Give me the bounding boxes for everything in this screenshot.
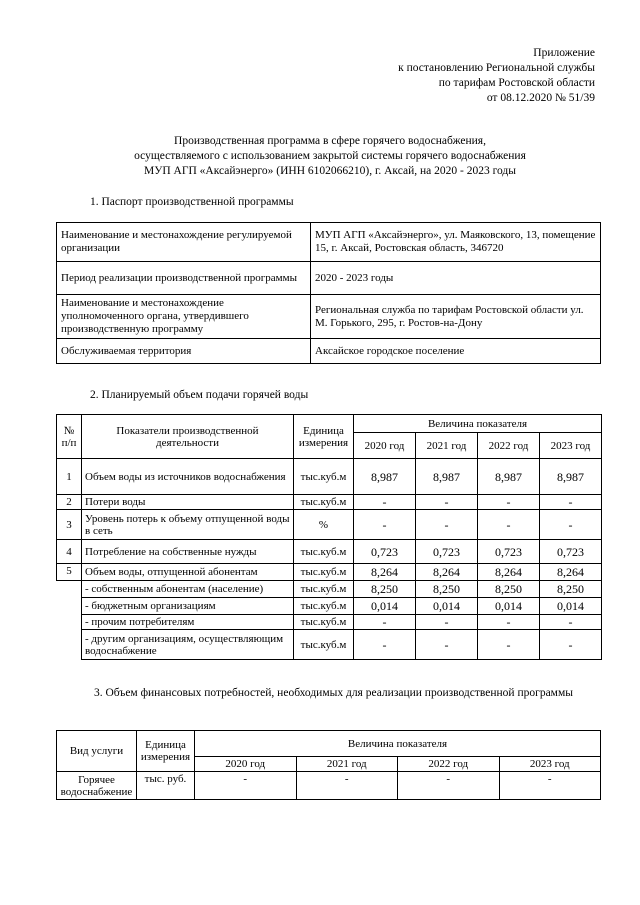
row-num: 4: [57, 540, 82, 564]
row-unit: тыс.куб.м: [294, 581, 354, 598]
appendix-line: по тарифам Ростовской области: [438, 77, 595, 89]
row-value: 0,014: [354, 598, 416, 615]
passport-label: Период реализации производственной программы: [57, 262, 311, 295]
header-value: Величина показателя: [195, 731, 601, 757]
row-value: -: [478, 510, 540, 540]
row-value: 8,250: [416, 581, 478, 598]
row-name: - бюджетным организациям: [82, 598, 294, 615]
row-value: -: [398, 772, 500, 800]
water-supply-table: [56, 414, 602, 660]
section-1-heading: 1. Паспорт производственной программы: [90, 196, 294, 208]
title-line: МУП АГП «Аксайэнерго» (ИНН 6102066210), г. Аксай, на 2020 - 2023 годы: [143, 165, 517, 177]
passport-value: Аксайское городское поселение: [311, 339, 601, 364]
row-value: -: [296, 772, 398, 800]
row-value: -: [195, 772, 297, 800]
row-unit: тыс.куб.м: [294, 495, 354, 510]
table-row: [57, 564, 602, 581]
row-value: -: [478, 495, 540, 510]
appendix-line: к постановлению Региональной службы: [398, 62, 595, 74]
row-service: Горячее водоснабжение: [57, 772, 137, 800]
row-value: 8,250: [478, 581, 540, 598]
passport-table: [56, 222, 601, 364]
row-name: Потребление на собственные нужды: [82, 540, 294, 564]
header-year: 2023 год: [499, 757, 601, 772]
appendix-date-number: от 08.12.2020 № 51/39: [486, 92, 595, 104]
table-header-row: [57, 731, 601, 757]
table-header-row: [57, 415, 602, 433]
table-row: [57, 459, 602, 495]
row-value: -: [354, 615, 416, 630]
row-value: -: [416, 495, 478, 510]
row-value: -: [416, 630, 478, 660]
row-value: -: [540, 495, 602, 510]
row-value: 8,987: [478, 459, 540, 495]
row-unit: тыс.куб.м: [294, 598, 354, 615]
row-unit: тыс. руб.: [137, 772, 195, 800]
table-row: [57, 262, 601, 295]
row-num: 2: [57, 495, 82, 510]
table-row: [57, 772, 601, 800]
row-value: -: [499, 772, 601, 800]
row-name: Потери воды: [82, 495, 294, 510]
passport-label: Обслуживаемая территория: [57, 339, 311, 364]
row-value: 8,264: [416, 564, 478, 581]
row-unit: тыс.куб.м: [294, 564, 354, 581]
passport-label: Наименование и местонахождение уполномоченного органа, утвердившего производственную программу: [57, 295, 311, 339]
row-value: -: [354, 630, 416, 660]
row-value: -: [540, 615, 602, 630]
row-value: -: [354, 495, 416, 510]
row-value: -: [540, 630, 602, 660]
row-unit: тыс.куб.м: [294, 630, 354, 660]
table-row: [57, 510, 602, 540]
header-year: 2020 год: [195, 757, 297, 772]
table-row: [57, 598, 602, 615]
row-value: 0,723: [540, 540, 602, 564]
row-name: Объем воды из источников водоснабжения: [82, 459, 294, 495]
table-row: [57, 540, 602, 564]
appendix-line: Приложение: [533, 47, 595, 59]
row-name: Объем воды, отпущенной абонентам: [82, 564, 294, 581]
row-name: Уровень потерь к объему отпущенной воды в сеть: [82, 510, 294, 540]
row-value: -: [416, 615, 478, 630]
row-unit: тыс.куб.м: [294, 459, 354, 495]
row-value: 0,723: [416, 540, 478, 564]
row-value: 0,723: [354, 540, 416, 564]
row-value: 0,014: [478, 598, 540, 615]
row-value: 8,987: [354, 459, 416, 495]
table-row: [57, 295, 601, 339]
title-line: осуществляемого с использованием закрытой системы горячего водоснабжения: [134, 150, 526, 162]
passport-value: МУП АГП «Аксайэнерго», ул. Маяковского, 13, помещение 15, г. Аксай, Ростовская область, 346720: [311, 223, 601, 262]
header-year: 2020 год: [354, 433, 416, 459]
header-year: 2022 год: [398, 757, 500, 772]
document-title: [60, 134, 600, 179]
header-year: 2023 год: [540, 433, 602, 459]
header-value: Величина показателя: [354, 415, 602, 433]
header-year: 2022 год: [478, 433, 540, 459]
table-row: [57, 615, 602, 630]
row-unit: тыс.куб.м: [294, 615, 354, 630]
row-value: -: [478, 615, 540, 630]
title-line: Производственная программа в сфере горячего водоснабжения,: [174, 135, 486, 147]
row-num: 5: [57, 564, 82, 581]
row-value: 8,250: [540, 581, 602, 598]
row-value: -: [354, 510, 416, 540]
row-value: 8,264: [478, 564, 540, 581]
row-unit: тыс.куб.м: [294, 540, 354, 564]
header-unit: Единица измерения: [137, 731, 195, 772]
row-value: 0,014: [416, 598, 478, 615]
passport-value: Региональная служба по тарифам Ростовской области ул. М. Горького, 295, г. Ростов-на-Дону: [311, 295, 601, 339]
passport-label: Наименование и местонахождение регулируемой организации: [57, 223, 311, 262]
row-name: - другим организациям, осуществляющим водоснабжение: [82, 630, 294, 660]
header-unit: Единица измерения: [294, 415, 354, 459]
row-name: - прочим потребителям: [82, 615, 294, 630]
header-year: 2021 год: [296, 757, 398, 772]
section-2-heading: 2. Планируемый объем подачи горячей воды: [90, 389, 309, 401]
financial-needs-table: [56, 730, 601, 800]
table-row: [57, 581, 602, 598]
row-value: -: [540, 510, 602, 540]
row-num: 1: [57, 459, 82, 495]
row-num-blank: [57, 581, 82, 660]
section-3-heading: 3. Объем финансовых потребностей, необходимых для реализации производственной программы: [94, 687, 573, 699]
row-unit: %: [294, 510, 354, 540]
header-service: Вид услуги: [57, 731, 137, 772]
table-row: [57, 495, 602, 510]
row-value: -: [416, 510, 478, 540]
row-value: 0,014: [540, 598, 602, 615]
row-num: 3: [57, 510, 82, 540]
table-row: [57, 223, 601, 262]
row-name: - собственным абонентам (население): [82, 581, 294, 598]
row-value: 0,723: [478, 540, 540, 564]
row-value: -: [478, 630, 540, 660]
appendix-header: [398, 46, 595, 106]
row-value: 8,987: [416, 459, 478, 495]
table-row: [57, 339, 601, 364]
header-name: Показатели производственной деятельности: [82, 415, 294, 459]
row-value: 8,264: [354, 564, 416, 581]
passport-value: 2020 - 2023 годы: [311, 262, 601, 295]
table-row: [57, 630, 602, 660]
row-value: 8,250: [354, 581, 416, 598]
header-num: № п/п: [57, 415, 82, 459]
header-year: 2021 год: [416, 433, 478, 459]
row-value: 8,987: [540, 459, 602, 495]
row-value: 8,264: [540, 564, 602, 581]
